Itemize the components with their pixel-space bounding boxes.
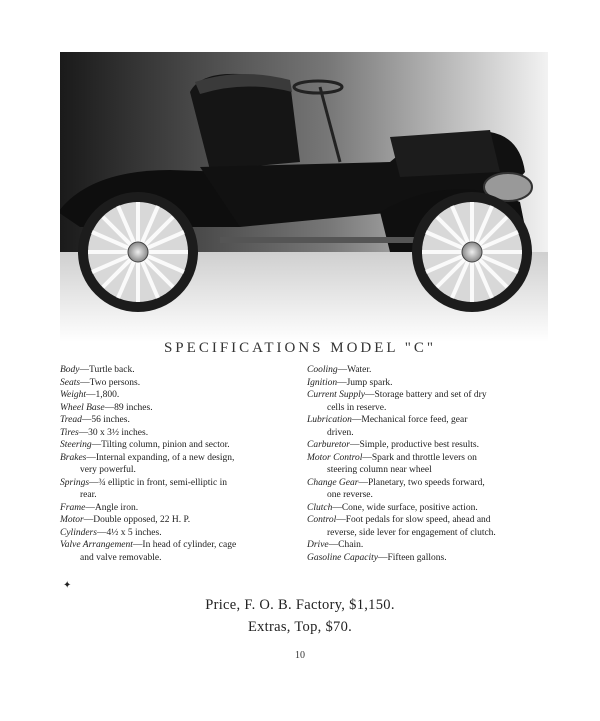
spec-item: Tread—56 inches. (60, 415, 130, 425)
spec-value: Turtle back. (89, 365, 135, 375)
spec-item: Change Gear—Planetary, two speeds forward, one reverse. (307, 477, 529, 502)
spec-continuation: steering column near wheel (327, 465, 432, 475)
spec-term: Motor Control (307, 452, 363, 463)
spec-value: Water. (347, 365, 372, 375)
spec-item: Valve Arrangement—In head of cylinder, cage and valve removable. (60, 539, 288, 564)
spec-term: Current Supply (307, 390, 365, 400)
spec-continuation: cells in reserve. (327, 402, 387, 413)
spec-item: Springs—¾ elliptic in front, semi-elliptic in rear. (60, 477, 288, 502)
spec-item: Brakes—Internal expanding, of a new design, very powerful. (60, 452, 288, 477)
spec-continuation: driven. (327, 427, 354, 438)
spec-term: Brakes (60, 452, 87, 463)
spec-value: Two persons. (89, 377, 141, 388)
spec-term: Gasoline Capacity (307, 552, 378, 563)
car-illustration (60, 52, 548, 342)
spec-value: Tilting column, pinion and sector. (101, 440, 230, 450)
spec-item: Weight—1,800. (60, 390, 120, 400)
spec-value: ¾ elliptic in front, semi-elliptic in (98, 477, 228, 488)
price-line: Price, F. O. B. Factory, $1,150. (205, 597, 395, 613)
spec-item: Tires—30 x 3½ inches. (60, 427, 149, 438)
spec-term: Tires (60, 427, 79, 438)
star-mark: ✦ (63, 580, 72, 591)
spec-item: Cooling—Water. (307, 365, 372, 375)
spec-term: Cylinders (60, 527, 97, 538)
spec-item: Wheel Base—89 inches. (60, 402, 153, 413)
spec-value: 4½ x 5 inches. (106, 527, 162, 538)
spec-term: Carburetor (307, 440, 350, 450)
spec-value: Double opposed, 22 H. P. (93, 515, 191, 525)
spec-term: Springs (60, 477, 90, 488)
spec-value: Angle iron. (94, 502, 139, 513)
spec-term: Frame (60, 502, 86, 513)
spec-value: Spark and throttle levers on (371, 452, 477, 463)
spec-continuation: reverse, side lever for engagement of clutch. (327, 527, 496, 538)
spec-term: Motor (60, 515, 84, 525)
left-spec-list (60, 364, 288, 564)
spec-term: Body (60, 365, 80, 375)
extras-line: Extras, Top, $70. (247, 619, 353, 635)
spec-term: Seats (60, 377, 81, 388)
spec-item: Frame—Angle iron. (60, 502, 139, 513)
spec-value: Storage battery and set of dry (374, 390, 487, 400)
spec-item: Current Supply—Storage battery and set of dry cells in reserve. (307, 389, 529, 414)
spec-term: Valve Arrangement (60, 540, 133, 550)
spec-value: 1,800. (95, 390, 120, 400)
spec-value: Simple, productive best results. (359, 440, 479, 450)
spec-value: 30 x 3½ inches. (88, 427, 149, 438)
spec-item: Carburetor—Simple, productive best results. (307, 440, 479, 450)
spec-continuation: rear. (80, 490, 97, 500)
spec-value: Planetary, two speeds forward, (367, 477, 485, 488)
spec-term: Weight (60, 390, 87, 400)
spec-term: Ignition (307, 377, 338, 388)
page-number: 10 (295, 650, 305, 661)
spec-item: Steering—Tilting column, pinion and sector. (60, 440, 230, 450)
spec-term: Change Gear (307, 477, 359, 488)
spec-term: Steering (60, 440, 92, 450)
spec-value: Internal expanding, of a new design, (95, 452, 235, 463)
spec-value: Foot pedals for slow speed, ahead and (345, 515, 491, 525)
spec-value: In head of cylinder, cage (142, 540, 237, 550)
spec-term: Drive (307, 540, 329, 550)
page-title: SPECIFICATIONS MODEL "C" (163, 340, 437, 356)
spec-item: Motor—Double opposed, 22 H. P. (60, 515, 191, 525)
spec-term: Lubrication (307, 415, 352, 425)
spec-item: Body—Turtle back. (60, 365, 135, 375)
spec-term: Tread (60, 415, 82, 425)
front-wheel (412, 192, 532, 312)
spec-item: Lubrication—Mechanical force feed, gear driven. (307, 414, 529, 439)
car-photograph (60, 52, 548, 342)
spec-term: Wheel Base (60, 402, 105, 413)
spec-term: Control (307, 515, 337, 525)
spec-value: Mechanical force feed, gear (361, 415, 468, 425)
spec-item: Drive—Chain. (307, 540, 364, 550)
spec-item: Control—Foot pedals for slow speed, ahead and reverse, side lever for engagement of clutch. (307, 514, 529, 539)
spec-continuation: very powerful. (80, 465, 136, 475)
spec-value: Fifteen gallons. (387, 552, 447, 563)
spec-item: Motor Control—Spark and throttle levers on steering column near wheel (307, 452, 529, 477)
spec-term: Cooling (307, 365, 338, 375)
spec-value: Jump spark. (346, 377, 393, 388)
spec-item: Ignition—Jump spark. (307, 377, 393, 388)
right-spec-list (307, 364, 529, 564)
spec-term: Clutch (307, 502, 333, 513)
spec-item: Clutch—Cone, wide surface, positive action. (307, 502, 478, 513)
spec-value: 56 inches. (91, 415, 130, 425)
spec-value: 89 inches. (114, 402, 153, 413)
spec-item: Gasoline Capacity—Fifteen gallons. (307, 552, 447, 563)
spec-value: Chain. (338, 540, 364, 550)
spec-item: Seats—Two persons. (60, 377, 141, 388)
spec-continuation: and valve removable. (80, 552, 162, 563)
spec-value: Cone, wide surface, positive action. (341, 502, 478, 513)
rear-wheel (78, 192, 198, 312)
spec-item: Cylinders—4½ x 5 inches. (60, 527, 162, 538)
spec-continuation: one reverse. (327, 490, 373, 500)
